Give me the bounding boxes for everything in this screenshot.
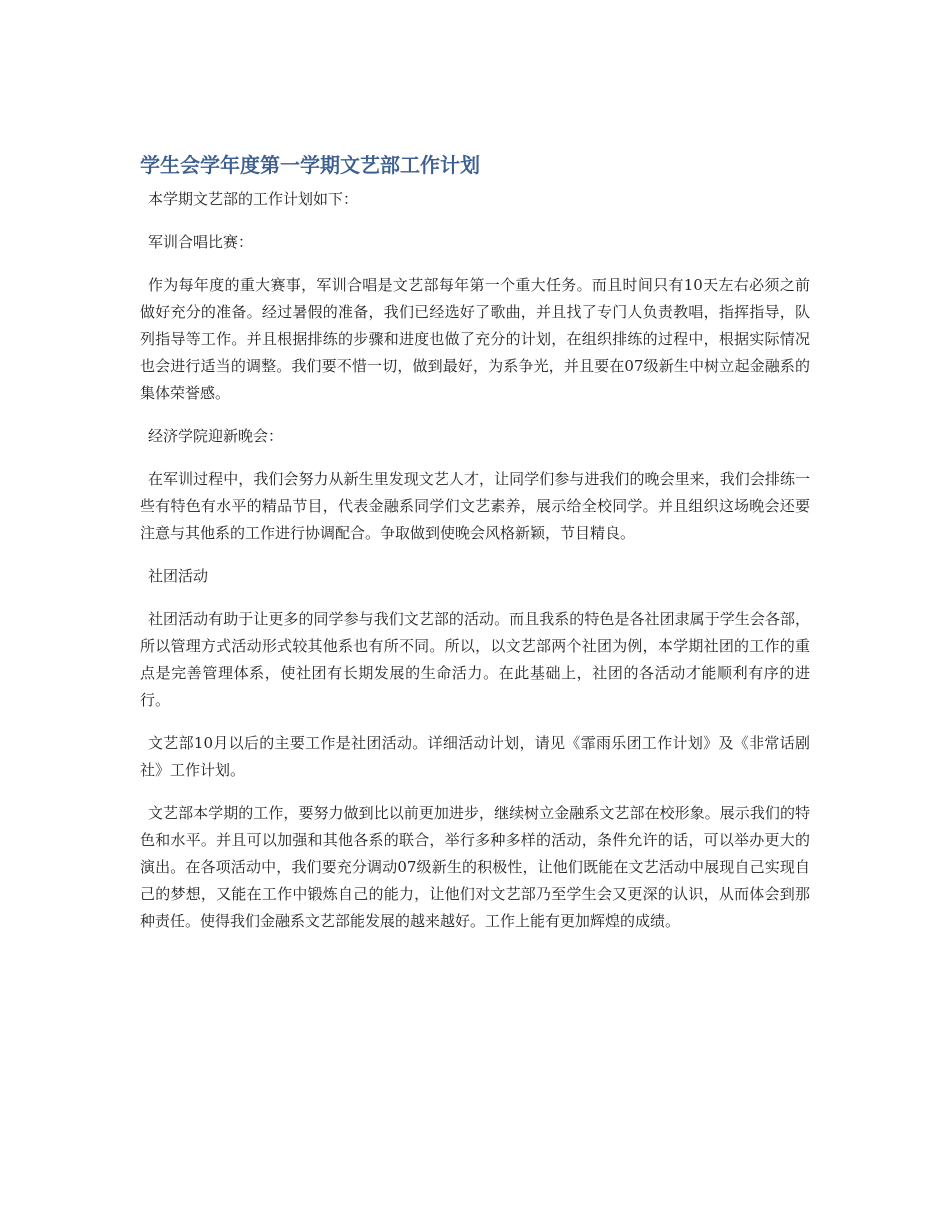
paragraph-october-plan: 文艺部10月以后的主要工作是社团活动。详细活动计划，请见《霏雨乐团工作计划》及《非常话剧社》工作计划。 [140,734,810,779]
document-page [140,150,810,951]
paragraph-club-activities: 社团活动有助于让更多的同学参与我们文艺部的活动。而且我系的特色是各社团隶属于学生会各部，所以管理方式活动形式较其他系也有所不同。所以，以文艺部两个社团为例，本学期社团的工作的重点是完善管理体系，使社团有长期发展的生命活力。在此基础上，社团的各活动才能顺利有序的进行。 [140,610,810,709]
paragraph-intro: 本学期文艺部的工作计划如下： [148,190,359,208]
paragraph-military-choir: 作为每年度的重大赛事，军训合唱是文艺部每年第一个重大任务。而且时间只有10天左右必须之前做好充分的准备。经过暑假的准备，我们已经选好了歌曲，并且找了专门人负责教唱，指挥指导，队列指导等工作。并且根据排练的步骤和进度也做了充分的计划，在组织排练的过程中，根据实际情况也会进行适当的调整。我们要不惜一切，做到最好，为系争光，并且要在07级新生中树立起金融系的集体荣誉感。 [140,276,810,402]
document-title: 学生会学年度第一学期文艺部工作计划 [140,153,480,177]
section-heading-club-activities: 社团活动 [148,567,209,585]
paragraph-welcome-gala: 在军训过程中，我们会努力从新生里发现文艺人才，让同学们参与进我们的晚会里来，我们会排练一些有特色有水平的精品节目，代表金融系同学们文艺素养，展示给全校同学。并且组织这场晚会还要注意与其他系的工作进行协调配合。争取做到使晚会风格新颖，节目精良。 [140,470,810,542]
paragraph-summary: 文艺部本学期的工作，要努力做到比以前更加进步，继续树立金融系文艺部在校形象。展示我们的特色和水平。并且可以加强和其他各系的联合，举行多种多样的活动，条件允许的话，可以举办更大的演出。在各项活动中，我们要充分调动07级新生的积极性，让他们既能在文艺活动中展现自己实现自己的梦想，又能在工作中锻炼自己的能力，让他们对文艺部乃至学生会又更深的认识，从而体会到那种责任。使得我们金融系文艺部能发展的越来越好。工作上能有更加辉煌的成绩。 [140,804,810,930]
section-heading-welcome-gala: 经济学院迎新晚会： [148,427,284,445]
section-heading-military-choir: 军训合唱比赛： [148,233,254,251]
